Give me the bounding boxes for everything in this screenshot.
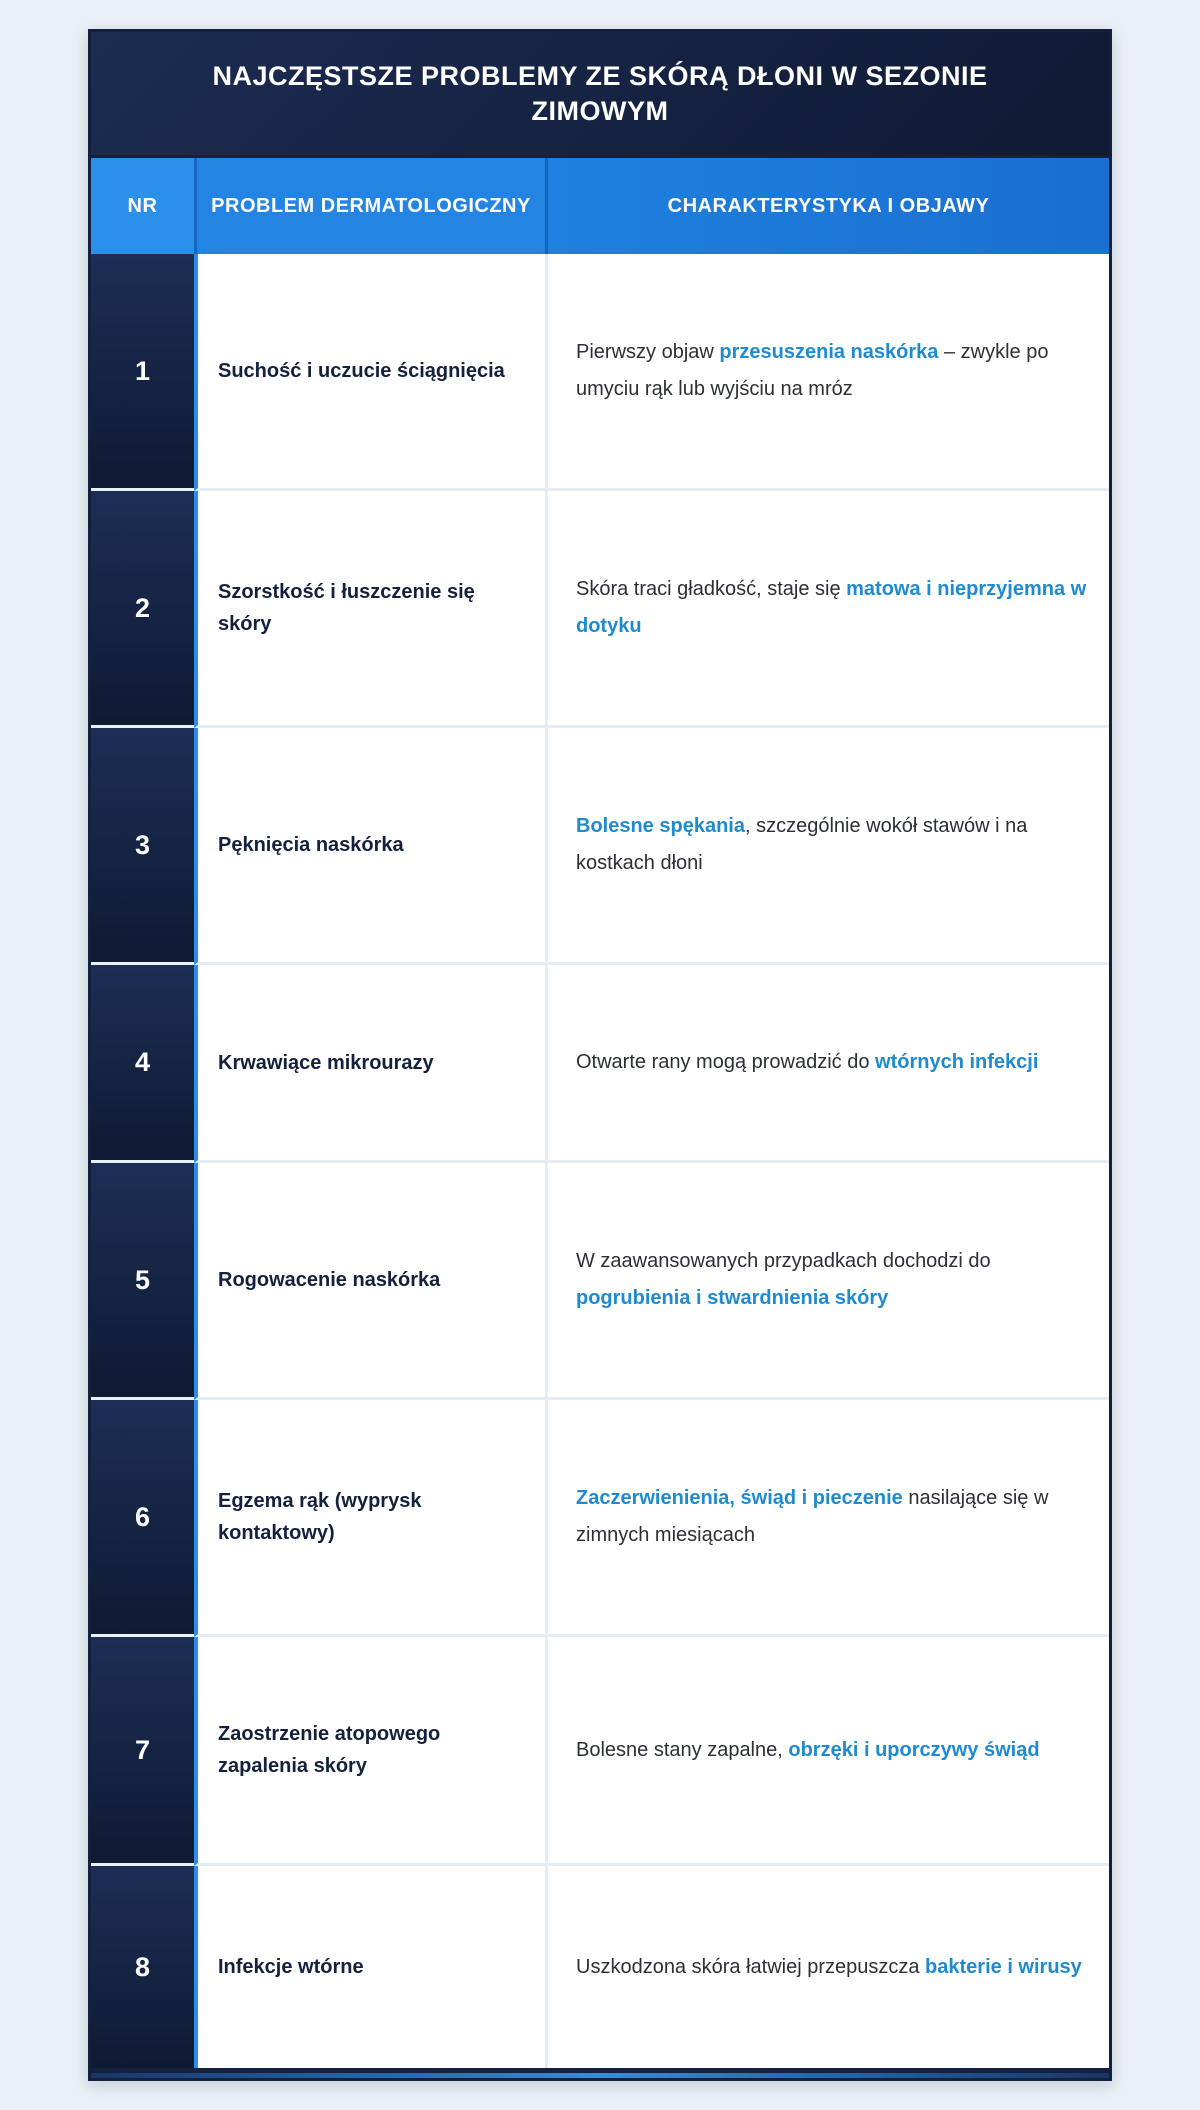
desc-text: nasilające się w zimnych miesiącach — [576, 1487, 1049, 1546]
row-description — [545, 1163, 1109, 1400]
desc-highlight: Zaczerwienienia, świąd i pieczenie — [576, 1487, 903, 1509]
row-number: 6 — [91, 1400, 194, 1637]
table-row — [91, 491, 1109, 728]
row-problem: Suchość i uczucie ściągnięcia — [194, 254, 545, 491]
header-nr: NR — [91, 158, 194, 254]
row-problem: Pęknięcia naskórka — [194, 728, 545, 965]
row-problem: Zaostrzenie atopowego zapalenia skóry — [194, 1637, 545, 1866]
table-row — [91, 254, 1109, 491]
desc-text: , szczególnie wokół stawów i na kostkach dłoni — [576, 815, 1028, 874]
table-row — [91, 1400, 1109, 1637]
header-characteristics: CHARAKTERYSTYKA I OBJAWY — [545, 158, 1109, 254]
table-body — [91, 254, 1109, 2068]
row-problem: Egzema rąk (wyprysk kontaktowy) — [194, 1400, 545, 1637]
row-number: 2 — [91, 491, 194, 728]
title-bar — [91, 32, 1109, 155]
row-number: 1 — [91, 254, 194, 491]
desc-text: Bolesne stany zapalne, — [576, 1738, 789, 1761]
row-description — [545, 728, 1109, 965]
row-description — [545, 1866, 1109, 2068]
desc-text: Pierwszy objaw — [576, 341, 720, 363]
row-number: 4 — [91, 965, 194, 1163]
desc-highlight: Bolesne spękania — [576, 815, 745, 837]
row-problem: Rogowacenie naskórka — [194, 1163, 545, 1400]
bottom-accent-line — [91, 2073, 1109, 2078]
desc-text: – zwykle po umyciu rąk lub wyjściu na mróz — [576, 341, 1049, 400]
row-problem: Szorstkość i łuszczenie się skóry — [194, 491, 545, 728]
table-row — [91, 728, 1109, 965]
row-description — [545, 1637, 1109, 1866]
desc-highlight: matowa i nieprzyjemna w dotyku — [576, 578, 1087, 637]
desc-text: Otwarte rany mogą prowadzić do — [576, 1051, 876, 1073]
table-header — [91, 158, 1109, 254]
table-row — [91, 965, 1109, 1163]
desc-highlight: obrzęki i uporczywy świąd — [788, 1738, 1040, 1761]
row-description — [545, 254, 1109, 491]
desc-highlight: bakterie i wirusy — [925, 1955, 1082, 1978]
desc-text: Uszkodzona skóra łatwiej przepuszcza — [576, 1955, 926, 1978]
row-description — [545, 1400, 1109, 1637]
row-number: 3 — [91, 728, 194, 965]
row-problem: Krwawiące mikrourazy — [194, 965, 545, 1163]
row-problem: Infekcje wtórne — [194, 1866, 545, 2068]
desc-highlight: pogrubienia i stwardnienia skóry — [576, 1287, 889, 1309]
table-row — [91, 1866, 1109, 2068]
row-number: 7 — [91, 1637, 194, 1866]
desc-text: W zaawansowanych przypadkach dochodzi do — [576, 1250, 991, 1272]
desc-highlight: przesuszenia naskórka — [719, 341, 939, 363]
table-row — [91, 1163, 1109, 1400]
table-card — [88, 29, 1112, 2081]
desc-text: Skóra traci gładkość, staje się — [576, 578, 847, 600]
page-title: NAJCZĘSTSZE PROBLEMY ZE SKÓRĄ DŁONI W SEZONIE ZIMOWYM — [212, 60, 988, 126]
row-description — [545, 491, 1109, 728]
row-number: 8 — [91, 1866, 194, 2068]
row-description — [545, 965, 1109, 1163]
desc-highlight: wtórnych infekcji — [875, 1051, 1039, 1073]
header-problem: PROBLEM DERMATOLOGICZNY — [194, 158, 545, 254]
row-number: 5 — [91, 1163, 194, 1400]
table-row — [91, 1637, 1109, 1866]
